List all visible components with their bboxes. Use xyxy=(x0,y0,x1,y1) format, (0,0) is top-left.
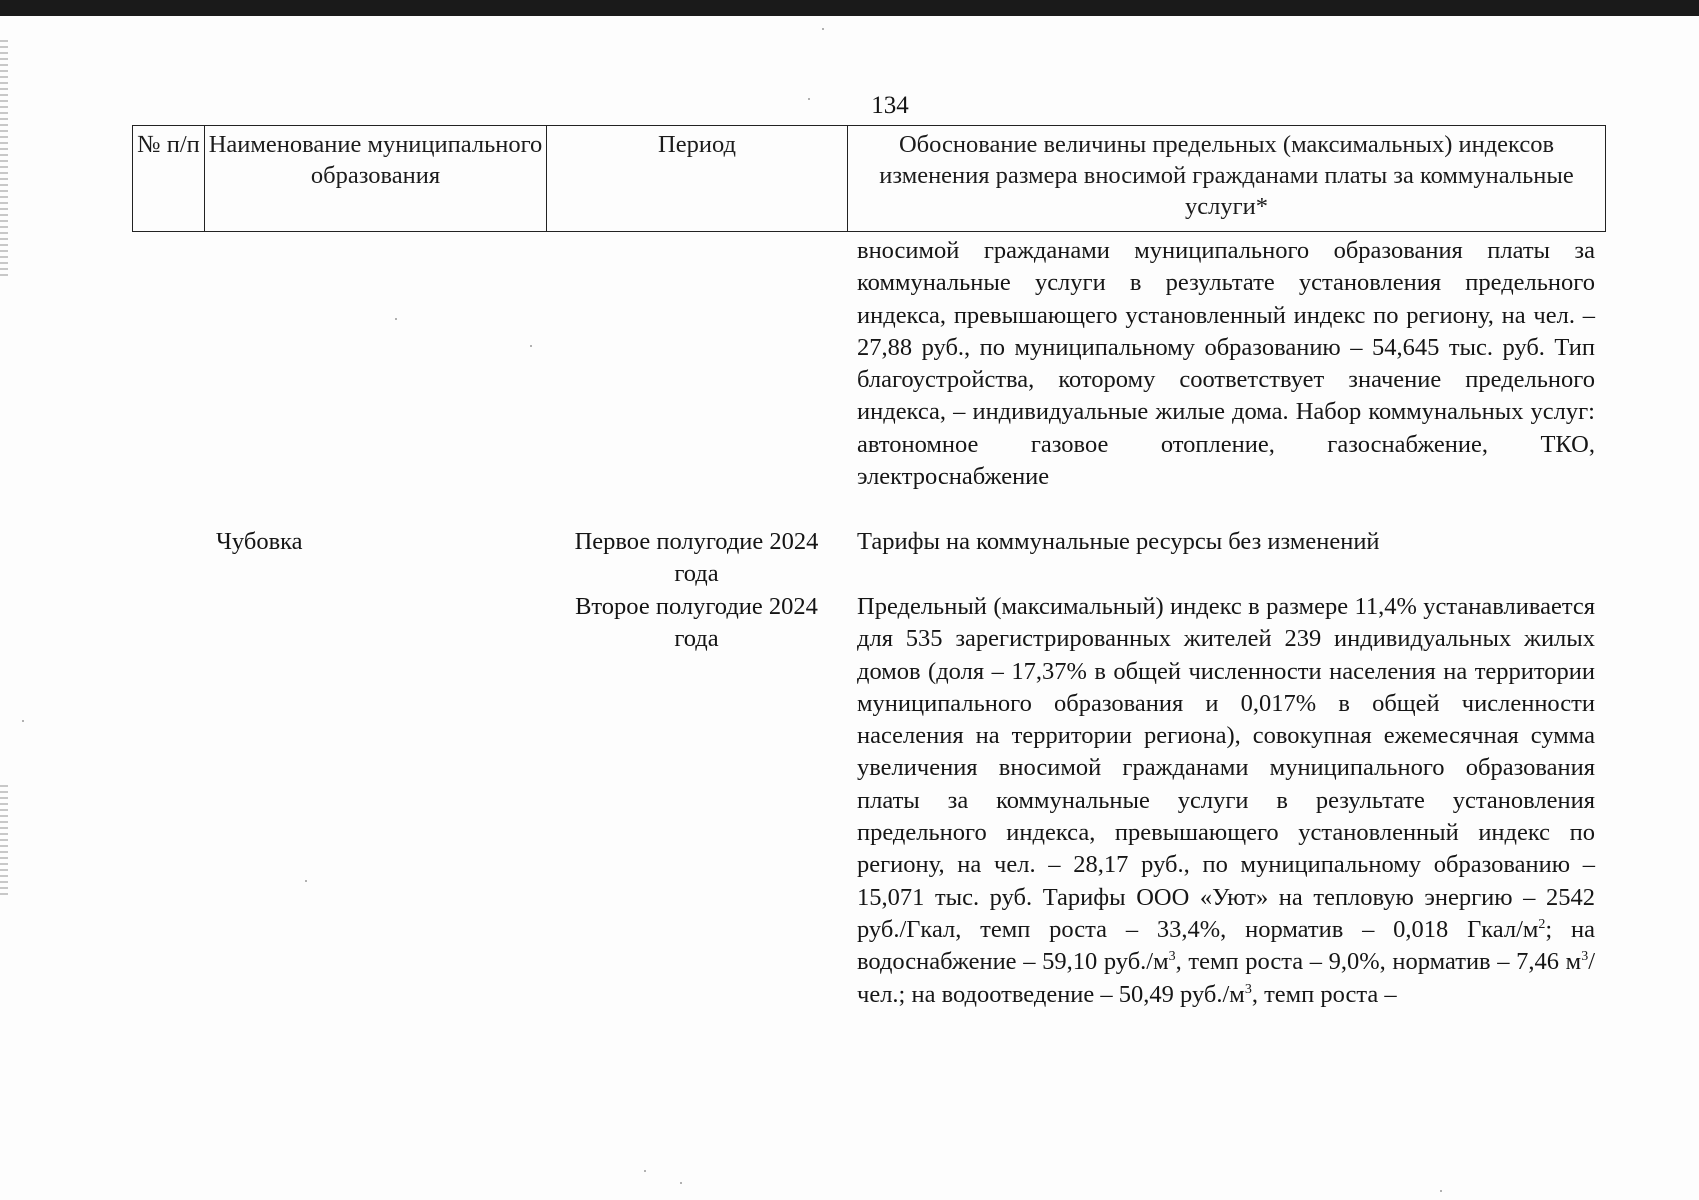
justification-second-half xyxy=(857,591,1595,1011)
scan-speck xyxy=(822,28,824,30)
scan-speck xyxy=(1440,1190,1442,1192)
continued-justification-text: вносимой гражданами муниципального образования платы за коммунальные услуги в результате установления предельного индекса, превышающего установленный индекс по региону, на чел. – 27,88 руб., по муниципальному образованию – 54,645 тыс. руб. Тип благоустройства, которому соответствует значение предельного индекса, – индивидуальные жилые дома. Набор коммунальных услуг: автономное газовое отопление, газоснабжение, ТКО, электроснабжение xyxy=(857,237,1595,491)
scan-speck xyxy=(644,1170,646,1172)
page-number: 134 xyxy=(871,92,909,119)
header-period: Период xyxy=(547,126,848,231)
scan-speck xyxy=(808,98,810,100)
superscript: 3 xyxy=(1244,981,1252,997)
scan-speck xyxy=(680,1182,682,1184)
scan-speck xyxy=(305,880,307,882)
superscript: 2 xyxy=(1538,916,1546,932)
period-second-half: Второе полугодие 2024 года xyxy=(575,593,818,652)
justification-text-part: /чел.; на водоотведение – 50,49 руб./м xyxy=(857,948,1595,1008)
superscript: 3 xyxy=(1168,949,1176,965)
justification-text-part: , темп роста – xyxy=(1251,980,1397,1008)
scan-left-edge-marks xyxy=(0,40,8,280)
scan-speck xyxy=(22,720,24,722)
period-first-half: Первое полугодие 2024 года xyxy=(574,528,819,587)
header-municipality: Наименование муниципального образования xyxy=(205,126,547,231)
justification-text-part: Предельный (максимальный) индекс в размере 11,4% устанавливается для 535 зарегистрированных жителей 239 индивидуальных жилых домов (доля – 17,37% в общей численности населения на территории муниципального образования и 0,017% в общей численности населения на территории региона), совокупная ежемесячная сумма увеличения вносимой гражданами муниципального образования платы за коммунальные услуги в результате установления предельного индекса, превышающего установленный индекс по региону, на чел. – 28,17 руб., по муниципальному образованию – 15,071 тыс. руб. Тарифы ООО «Уют» на тепловую энергию – 2542 руб./Гкал, темп роста – 33,4%, норматив – 0,018 Гкал/м xyxy=(857,593,1595,943)
scan-speck xyxy=(530,345,532,347)
scan-left-edge-marks-lower xyxy=(0,785,8,895)
scan-speck xyxy=(395,318,397,320)
justification-first-half: Тарифы на коммунальные ресурсы без изменений xyxy=(857,528,1380,555)
superscript: 3 xyxy=(1581,949,1589,965)
justification-text-part: ; на водоснабжение – 59,10 руб./м xyxy=(857,915,1595,976)
table-header-row xyxy=(132,125,1606,232)
header-justification: Обоснование величины предельных (максимальных) индексов изменения размера вносимой гражданами платы за коммунальные услуги* xyxy=(879,131,1574,220)
municipality-name: Чубовка xyxy=(216,528,303,555)
header-number: № п/п xyxy=(133,126,205,231)
justification-text-part: , темп роста – 9,0%, норматив – 7,46 м xyxy=(1175,948,1582,976)
scan-top-border xyxy=(0,0,1699,16)
